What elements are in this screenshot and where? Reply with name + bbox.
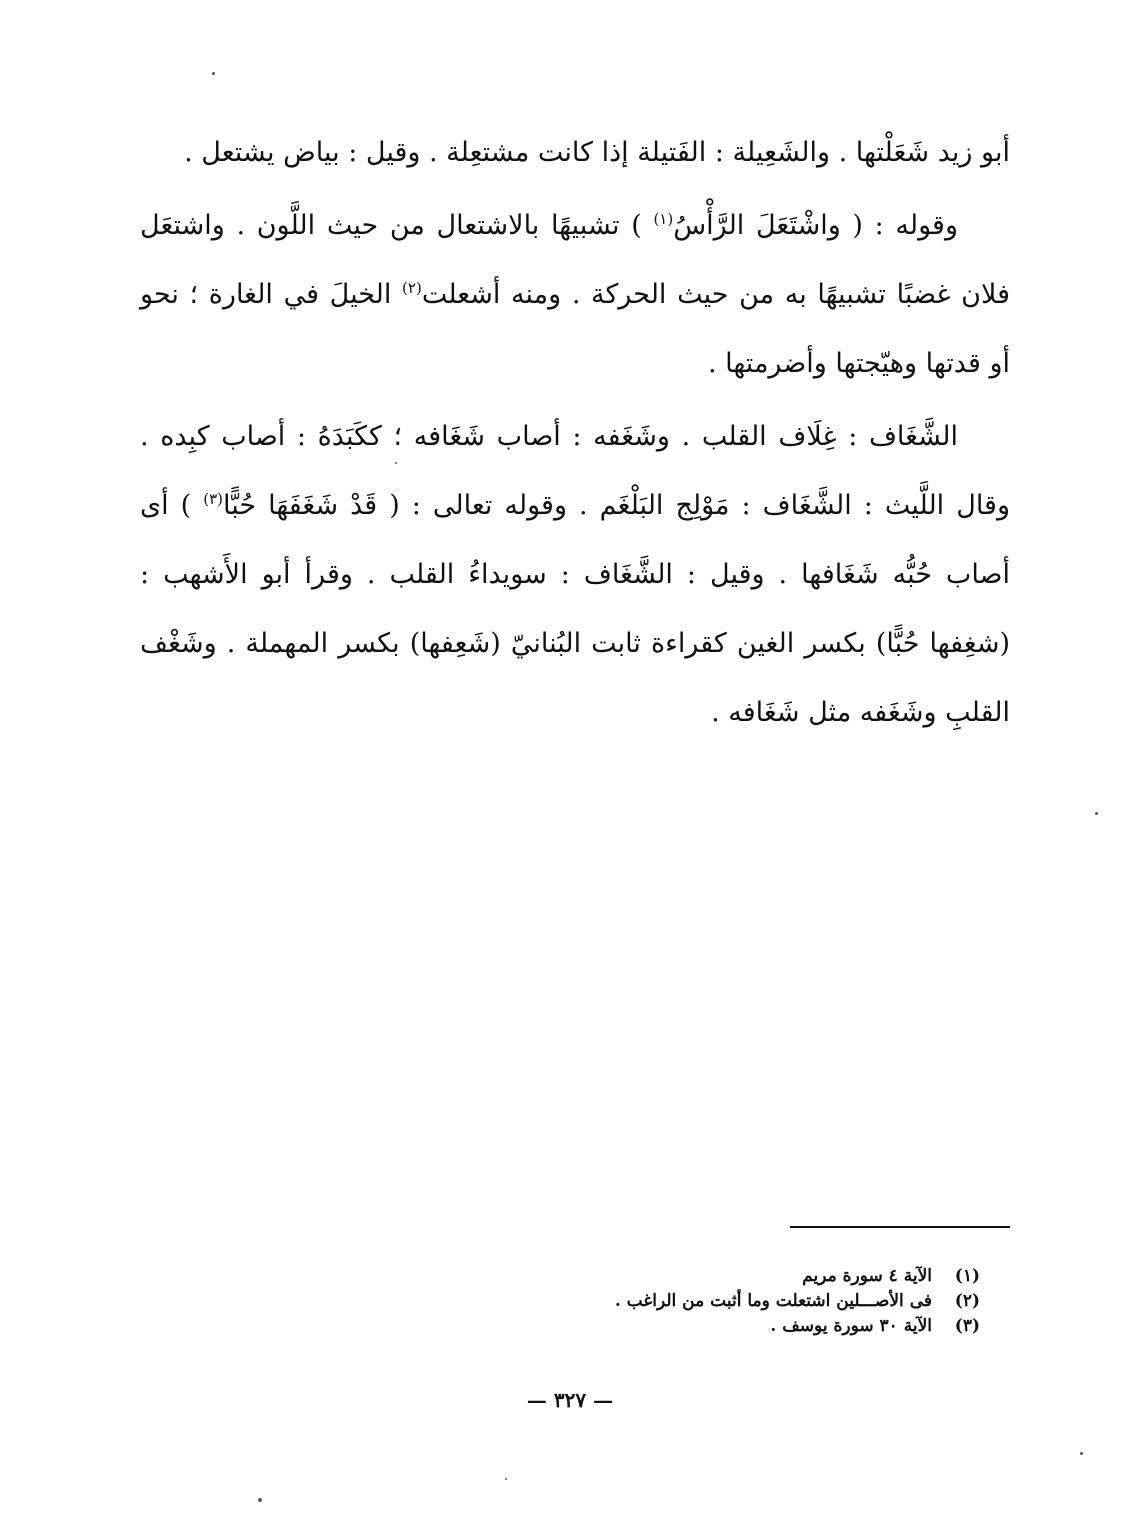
paragraph-1 <box>140 118 1010 187</box>
scan-speck <box>258 1498 262 1502</box>
paragraph-3 <box>140 402 1010 747</box>
paragraph-text: الخيلَ في الغارة ؛ نحو أو قدتها وهيّجتها وأضرمتها . <box>140 279 1010 379</box>
scan-speck <box>505 1478 507 1480</box>
footnote-reference: (١) <box>653 210 674 228</box>
scan-speck <box>212 72 215 75</box>
footnote-number: (٢) <box>954 1291 980 1311</box>
footnote-2 <box>480 1289 980 1314</box>
scan-speck <box>395 462 397 464</box>
paragraph-2 <box>140 191 1010 398</box>
paragraph-text: الشَّغَاف : غِلَاف القلب . وشَغَفه : أصاب شَغَافه ؛ ككَبَدَهُ : أصاب كبِده . وقال اللَّيث : الشَّغَاف : مَوْلِج البَلْغَم . وقوله تعالى : ( قَدْ شَغَفَهَا حُبًّا <box>140 421 1010 521</box>
scan-speck <box>1095 812 1098 815</box>
paragraph-text: ) تشبيهًا بالاشتعال من حيث اللَّون . واشتعَل فلان غضبًا تشبيهًا به من حيث الحركة . ومنه أشعلت <box>140 210 1010 310</box>
paragraph-text: أبو زيد شَعَلْتها . والشَعِيلة : الفَتيلة إذا كانت مشتعِلة . وقيل : بياض يشتعل . <box>184 137 1010 168</box>
footnote-text: فى الأصـــلين اشتعلت وما أثبت من الراغب . <box>614 1291 932 1311</box>
page-number: — ٣٢٧ — <box>526 1388 614 1412</box>
footnote-text: الآية ٤ سورة مريم <box>802 1266 932 1286</box>
footnote-3 <box>480 1314 980 1339</box>
footnote-separator <box>790 1226 1010 1228</box>
paragraph-text: وقوله : ( واشْتَعَلَ الرَّأْسُ <box>673 210 958 241</box>
paragraph-text: ) أى أصاب حُبُّه شَغَافها . وقيل : الشَّغَاف : سويداءُ القلب . وقرأ أبو الأَشهب : (شغِفها حُبًّا) بكسر الغين كقراءة ثابت البُنانيّ (شَعِفها) بكسر المهملة . وشَغْف القلبِ وشَغَفه مثل شَغَافه . <box>140 490 1010 728</box>
footnote-reference: (٣) <box>203 490 223 508</box>
footnote-number: (٣) <box>954 1316 980 1336</box>
footnote-1 <box>480 1264 980 1289</box>
scan-speck <box>1080 1452 1083 1455</box>
footnote-reference: (٢) <box>402 279 422 297</box>
footnote-text: الآية ٣٠ سورة يوسف . <box>770 1316 932 1336</box>
body-text <box>140 118 1010 747</box>
footnote-number: (١) <box>954 1266 980 1286</box>
footnotes <box>480 1264 980 1339</box>
